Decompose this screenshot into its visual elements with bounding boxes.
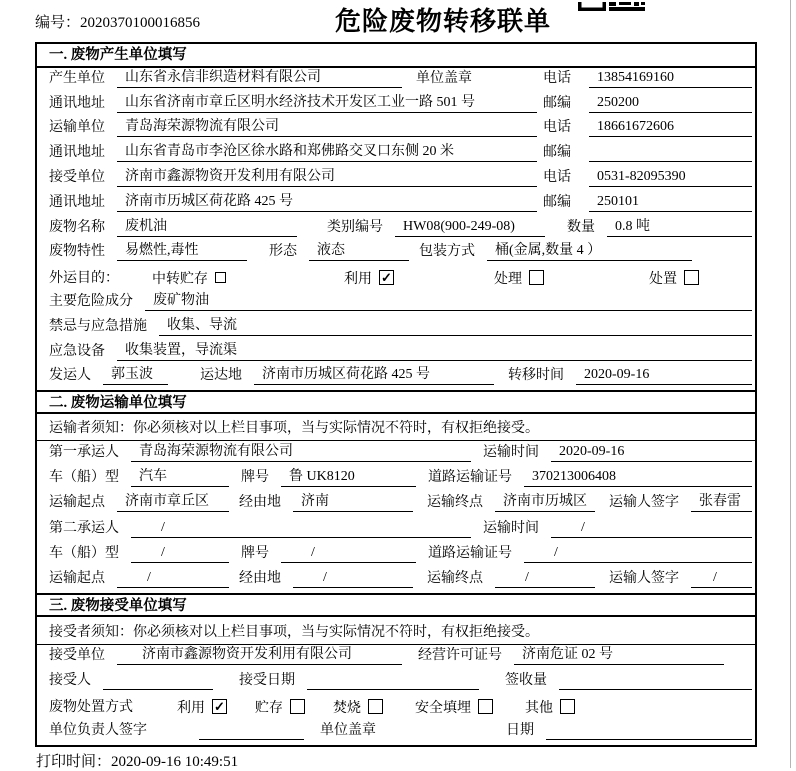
carrier-sign-label: 运输人签字 [609, 571, 679, 587]
producer-address-group [49, 91, 543, 113]
page-edge-line [790, 0, 791, 768]
unit-seal-label: 单位盖章 [416, 70, 472, 86]
taboo-measures-value: 收集、导流 [159, 314, 752, 336]
manager-sign-label: 单位负责人签字 [49, 723, 147, 739]
producer-address-row [37, 93, 755, 118]
transport-time-value-2: / [551, 520, 752, 538]
packing-label: 包装方式 [419, 244, 475, 260]
checkbox-checked-icon [212, 699, 227, 714]
waste-trait-value: 易燃性,毒性 [117, 239, 247, 261]
hazard-component-value: 废矿物油 [145, 289, 752, 311]
quantity-label: 数量 [567, 219, 595, 235]
transfer-form-table [35, 42, 757, 747]
transport-time-label: 运输时间 [483, 444, 539, 460]
transporter-phone-value: 18661672606 [589, 119, 752, 137]
road-permit-label: 道路运输证号 [428, 469, 512, 485]
vehicle-type-value: 汽车 [131, 465, 229, 487]
producer-zip-value: 250200 [589, 95, 752, 113]
zip-label: 邮编 [543, 145, 571, 161]
waste-name-label: 废物名称 [49, 219, 105, 235]
date-label: 日期 [506, 723, 534, 739]
waste-trait-label: 废物特性 [49, 244, 105, 260]
section2-header: 二. 废物运输单位填写 [37, 390, 755, 414]
print-time-value: 2020-09-16 10:49:51 [111, 754, 239, 770]
waste-trait-row [37, 242, 755, 267]
route-row-2 [37, 568, 755, 593]
carrier-sign-label: 运输人签字 [609, 495, 679, 511]
transporter-notice: 运输者须知：你必须核对以上栏目事项，当与实际情况不符时，有权拒绝接受。 [37, 414, 755, 441]
origin-value: 济南市章丘区 [117, 490, 229, 512]
option-label: 贮存 [255, 700, 283, 716]
document-header [0, 0, 796, 42]
origin-value-2: / [117, 570, 229, 588]
vehicle-type-label: 车（船）型 [49, 469, 119, 485]
producer-address-value: 山东省济南市章丘区明水经济技术开发区工业一路 501 号 [117, 91, 537, 113]
taboo-measures-row [37, 316, 755, 341]
plate-number-value: 鲁 UK8120 [281, 465, 416, 487]
signed-amount-value [559, 673, 752, 690]
accepting-unit-row [37, 645, 755, 670]
checkbox-icon [529, 270, 544, 285]
via-label: 经由地 [239, 495, 281, 511]
transporter-address-value: 山东省青岛市李沧区徐水路和郑佛路交叉口东侧 20 米 [117, 140, 537, 162]
purpose-option-utilize [344, 268, 394, 288]
zip-label: 邮编 [543, 194, 571, 210]
option-label: 焚烧 [333, 700, 361, 716]
transport-time-label: 运输时间 [483, 520, 539, 536]
terminus-label: 运输终点 [427, 571, 483, 587]
receiver-unit-row [37, 167, 755, 192]
option-label: 处理 [494, 271, 522, 287]
manager-sign-row [37, 720, 755, 745]
hazard-component-label: 主要危险成分 [49, 293, 133, 309]
accept-date-label: 接受日期 [239, 673, 295, 689]
checkbox-icon [478, 699, 493, 714]
disposal-method-label: 废物处置方式 [49, 700, 133, 716]
page-title: 危险废物转移联单 [334, 7, 551, 36]
origin-label: 运输起点 [49, 495, 105, 511]
address-label: 通讯地址 [49, 145, 105, 161]
vehicle-type-row-1 [37, 467, 755, 492]
purpose-option-dispose [649, 268, 699, 288]
section3-body [37, 645, 755, 745]
first-carrier-row [37, 441, 755, 466]
print-time-label: 打印时间： [36, 754, 112, 770]
category-code-value: HW08(900-249-08) [395, 219, 545, 237]
serial-value: 2020370100016856 [80, 15, 201, 31]
date-value [546, 723, 752, 740]
disposal-option-landfill [415, 697, 493, 717]
form-label: 形态 [269, 244, 297, 260]
via-value: 济南 [293, 490, 413, 512]
vehicle-type-value-2: / [131, 545, 229, 563]
vehicle-type-row-2 [37, 543, 755, 568]
recipient-label: 接受人 [49, 673, 91, 689]
consignor-label: 发运人 [49, 368, 91, 384]
checkbox-checked-icon [379, 270, 394, 285]
disposal-option-store [255, 697, 305, 717]
section2-body [37, 441, 755, 593]
producer-left-group [49, 66, 543, 88]
consignor-value: 郭玉波 [103, 363, 168, 385]
via-label: 经由地 [239, 571, 281, 587]
terminus-value-2: / [495, 570, 595, 588]
transporter-address-group [49, 140, 543, 162]
receiver-unit-label: 接受单位 [49, 169, 105, 185]
option-label: 安全填埋 [415, 700, 471, 716]
receiver-zip-value: 250101 [589, 194, 752, 212]
transporter-address-row [37, 142, 755, 167]
option-label: 中转贮存 [152, 271, 208, 287]
receiver-address-value: 济南市历城区荷花路 425 号 [117, 190, 537, 212]
option-label: 利用 [177, 700, 205, 716]
qr-code-fragment-icon [578, 0, 645, 9]
recipient-value [103, 673, 213, 690]
checkbox-icon [560, 699, 575, 714]
destination-label: 运达地 [200, 368, 242, 384]
vehicle-type-label: 车（船）型 [49, 545, 119, 561]
receiver-notice: 接受者须知：你必须核对以上栏目事项，当与实际情况不符时，有权拒绝接受。 [37, 617, 755, 645]
purpose-option-transit [152, 268, 226, 288]
quantity-value: 0.8 吨 [607, 215, 752, 237]
road-permit-label: 道路运输证号 [428, 545, 512, 561]
producer-unit-label: 产生单位 [49, 70, 105, 86]
first-carrier-label: 第一承运人 [49, 444, 119, 460]
taboo-measures-label: 禁忌与应急措施 [49, 318, 147, 334]
accepting-unit-label: 接受单位 [49, 648, 105, 664]
transporter-zip-value [589, 145, 752, 162]
checkbox-icon [290, 699, 305, 714]
checkbox-icon [368, 699, 383, 714]
checkbox-icon [215, 272, 226, 283]
terminus-label: 运输终点 [427, 495, 483, 511]
origin-label: 运输起点 [49, 571, 105, 587]
route-row-1 [37, 492, 755, 517]
disposal-option-other [525, 697, 575, 717]
first-carrier-value: 青岛海荣源物流有限公司 [131, 440, 471, 462]
carrier-sign-value-2: / [691, 570, 752, 588]
section3-header: 三. 废物接受单位填写 [37, 593, 755, 617]
category-code-label: 类别编号 [327, 219, 383, 235]
waste-name-row [37, 217, 755, 242]
serial-label: 编号： [35, 15, 81, 31]
section1-body [37, 68, 755, 390]
permit-number-value: 济南危证 02 号 [514, 643, 724, 665]
disposal-option-utilize [177, 697, 227, 717]
via-value-2: / [293, 570, 413, 588]
producer-phone-value: 13854169160 [589, 70, 752, 88]
producer-unit-value: 山东省永信非织造材料有限公司 [117, 66, 402, 88]
second-carrier-row [37, 517, 755, 542]
address-label: 通讯地址 [49, 95, 105, 111]
checkbox-mark: ✓ [381, 270, 392, 286]
road-permit-value: 370213006408 [524, 469, 752, 487]
phone-label: 电话 [543, 169, 571, 185]
option-label: 其他 [525, 700, 553, 716]
hazard-component-row [37, 291, 755, 316]
receiver-address-row [37, 192, 755, 217]
disposal-option-incinerate [333, 697, 383, 717]
option-label: 处置 [649, 271, 677, 287]
road-permit-value-2: / [524, 545, 752, 563]
receiver-address-group [49, 190, 543, 212]
receiver-group [49, 165, 543, 187]
carrier-sign-value: 张春雷 [691, 490, 752, 512]
producer-unit-row [37, 68, 755, 93]
checkbox-mark: ✓ [214, 699, 225, 715]
permit-number-label: 经营许可证号 [418, 648, 502, 664]
emergency-equipment-value: 收集装置，导流渠 [117, 339, 752, 361]
manager-sign-value [199, 723, 304, 740]
plate-number-value-2: / [281, 545, 416, 563]
purpose-option-treat [494, 268, 544, 288]
unit-seal-label: 单位盖章 [320, 723, 376, 739]
option-label: 利用 [344, 271, 372, 287]
accepting-unit-value: 济南市鑫源物资开发利用有限公司 [117, 643, 402, 665]
transfer-time-value: 2020-09-16 [576, 367, 752, 385]
receiver-unit-value: 济南市鑫源物资开发利用有限公司 [117, 165, 537, 187]
transporter-group [49, 115, 543, 137]
phone-label: 电话 [543, 120, 571, 136]
consignor-row [37, 366, 755, 391]
receiver-phone-value: 0531-82095390 [589, 169, 752, 187]
waste-name-value: 废机油 [117, 215, 297, 237]
signed-amount-label: 签收量 [505, 673, 547, 689]
disposal-method-row [37, 695, 755, 720]
plate-number-label: 牌号 [241, 545, 269, 561]
transfer-time-label: 转移时间 [508, 368, 564, 384]
plate-number-label: 牌号 [241, 469, 269, 485]
destination-value: 济南市历城区荷花路 425 号 [254, 363, 494, 385]
second-carrier-label: 第二承运人 [49, 520, 119, 536]
address-label: 通讯地址 [49, 194, 105, 210]
second-carrier-value: / [131, 520, 471, 538]
emergency-equipment-label: 应急设备 [49, 343, 105, 359]
terminus-value: 济南市历城区 [495, 490, 595, 512]
section1-header: 一. 废物产生单位填写 [37, 44, 755, 68]
transfer-purpose-label: 外运目的： [49, 271, 119, 287]
phone-label: 电话 [543, 70, 571, 86]
transporter-unit-value: 青岛海荣源物流有限公司 [117, 115, 537, 137]
zip-label: 邮编 [543, 95, 571, 111]
transporter-unit-label: 运输单位 [49, 120, 105, 136]
recipient-row [37, 670, 755, 695]
transfer-purpose-row [37, 266, 755, 291]
packing-value: 桶(金属,数量 4 ） [487, 239, 692, 261]
checkbox-icon [684, 270, 699, 285]
form-value: 液态 [309, 239, 409, 261]
emergency-equipment-row [37, 341, 755, 366]
transport-time-value: 2020-09-16 [551, 444, 752, 462]
transporter-unit-row [37, 118, 755, 143]
accept-date-value [307, 673, 479, 690]
